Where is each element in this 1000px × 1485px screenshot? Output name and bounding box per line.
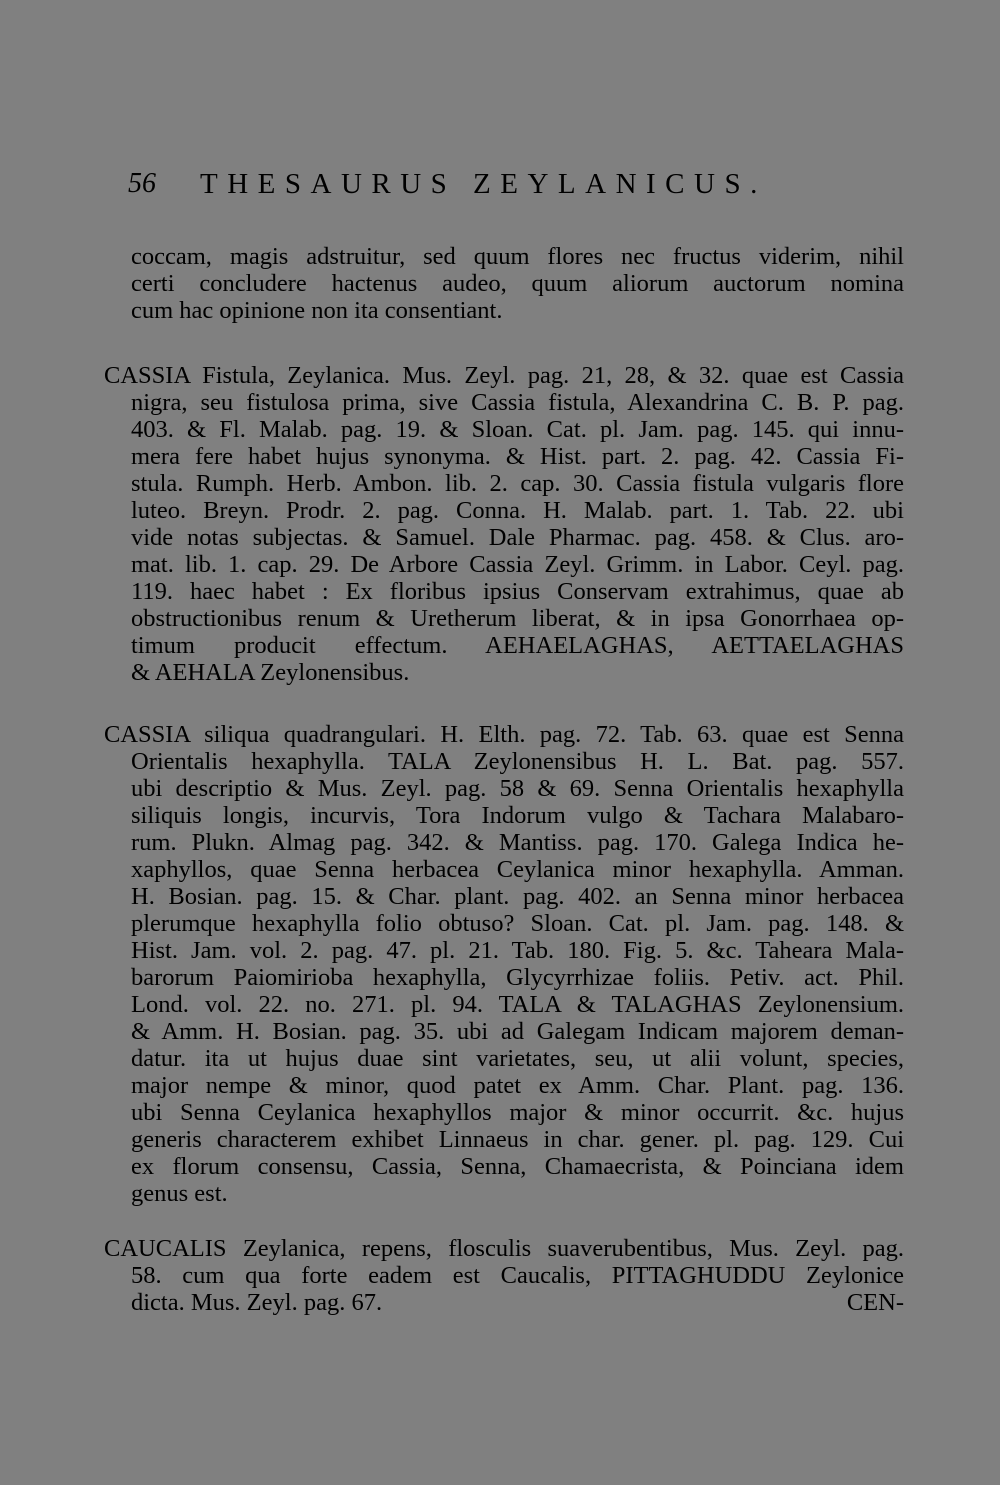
text-line: H. Bosian. pag. 15. & Char. plant. pag. 402. an Senna minor herbacea [131, 883, 904, 910]
paragraph [104, 362, 904, 686]
text-line: datur. ita ut hujus duae sint varietates, seu, ut alii volunt, species, [131, 1045, 904, 1072]
entry-continuation [104, 243, 904, 324]
text-line: & Amm. H. Bosian. pag. 35. ubi ad Galegam Indicam majorem deman- [131, 1018, 904, 1045]
running-title: THESAURUS ZEYLANICUS. [200, 168, 767, 200]
text-line: ubi descriptio & Mus. Zeyl. pag. 58 & 69. Senna Orientalis hexaphylla [131, 775, 904, 802]
text-line: Lond. vol. 22. no. 271. pl. 94. TALA & TALAGHAS Zeylonensium. [131, 991, 904, 1018]
running-head [128, 168, 808, 208]
text-line: Hist. Jam. vol. 2. pag. 47. pl. 21. Tab. 180. Fig. 5. &c. Taheara Mala- [131, 937, 904, 964]
text-line: cum hac opinione non ita consentiant. [131, 297, 503, 324]
entry-caucalis [104, 1235, 904, 1316]
paragraph [104, 1235, 904, 1316]
text-line: Orientalis hexaphylla. TALA Zeylonensibus H. L. Bat. pag. 557. [131, 748, 904, 775]
text-line: timum producit effectum. AEHAELAGHAS, AETTAELAGHAS [131, 632, 904, 659]
text-line: CASSIA siliqua quadrangulari. H. Elth. pag. 72. Tab. 63. quae est Senna [104, 721, 904, 748]
text-line: CASSIA Fistula, Zeylanica. Mus. Zeyl. pag. 21, 28, & 32. quae est Cassia [104, 362, 904, 389]
text-line: 403. & Fl. Malab. pag. 19. & Sloan. Cat. pl. Jam. pag. 145. qui innu- [131, 416, 904, 443]
text-line: generis characterem exhibet Linnaeus in char. gener. pl. pag. 129. Cui [131, 1126, 904, 1153]
text-line: & AEHALA Zeylonensibus. [131, 659, 410, 686]
text-line: stula. Rumph. Herb. Ambon. lib. 2. cap. 30. Cassia fistula vulgaris flore [131, 470, 904, 497]
text-line: certi concludere hactenus audeo, quum aliorum auctorum nomina [131, 270, 904, 297]
text-line: CAUCALIS Zeylanica, repens, flosculis suaverubentibus, Mus. Zeyl. pag. [104, 1235, 904, 1262]
text-line: obstructionibus renum & Uretherum liberat, & in ipsa Gonorrhaea op- [131, 605, 904, 632]
catchword: CEN- [846, 1289, 904, 1316]
text-line: dicta. Mus. Zeyl. pag. 67. [131, 1289, 383, 1316]
text-line: vide notas subjectas. & Samuel. Dale Pharmac. pag. 458. & Clus. aro- [131, 524, 904, 551]
text-line: rum. Plukn. Almag pag. 342. & Mantiss. pag. 170. Galega Indica he- [131, 829, 904, 856]
text-line: ex florum consensu, Cassia, Senna, Chamaecrista, & Poinciana idem [131, 1153, 904, 1180]
text-line: siliquis longis, incurvis, Tora Indorum vulgo & Tachara Malabaro- [131, 802, 904, 829]
text-line: mera fere habet hujus synonyma. & Hist. part. 2. pag. 42. Cassia Fi- [131, 443, 904, 470]
text-line: barorum Paiomirioba hexaphylla, Glycyrrhizae foliis. Petiv. act. Phil. [131, 964, 904, 991]
page-body [104, 243, 904, 1316]
text-line: genus est. [131, 1180, 228, 1207]
paragraph [104, 721, 904, 1207]
text-line: luteo. Breyn. Prodr. 2. pag. Conna. H. Malab. part. 1. Tab. 22. ubi [131, 497, 904, 524]
text-line: mat. lib. 1. cap. 29. De Arbore Cassia Zeyl. Grimm. in Labor. Ceyl. pag. [131, 551, 904, 578]
text-line: coccam, magis adstruitur, sed quum flores nec fructus viderim, nihil [131, 243, 904, 270]
paragraph [104, 243, 904, 324]
page-number: 56 [128, 168, 156, 199]
text-line: xaphyllos, quae Senna herbacea Ceylanica minor hexaphylla. Amman. [131, 856, 904, 883]
text-line: plerumque hexaphylla folio obtuso? Sloan. Cat. pl. Jam. pag. 148. & [131, 910, 904, 937]
text-line: major nempe & minor, quod patet ex Amm. Char. Plant. pag. 136. [131, 1072, 904, 1099]
entry-cassia-siliqua [104, 721, 904, 1207]
text-line: 58. cum qua forte eadem est Caucalis, PITTAGHUDDU Zeylonice [131, 1262, 904, 1289]
text-line: 119. haec habet : Ex floribus ipsius Conservam extrahimus, quae ab [131, 578, 904, 605]
text-line: nigra, seu fistulosa prima, sive Cassia fistula, Alexandrina C. B. P. pag. [131, 389, 904, 416]
text-line: ubi Senna Ceylanica hexaphyllos major & minor occurrit. &c. hujus [131, 1099, 904, 1126]
entry-cassia-fistula [104, 362, 904, 686]
